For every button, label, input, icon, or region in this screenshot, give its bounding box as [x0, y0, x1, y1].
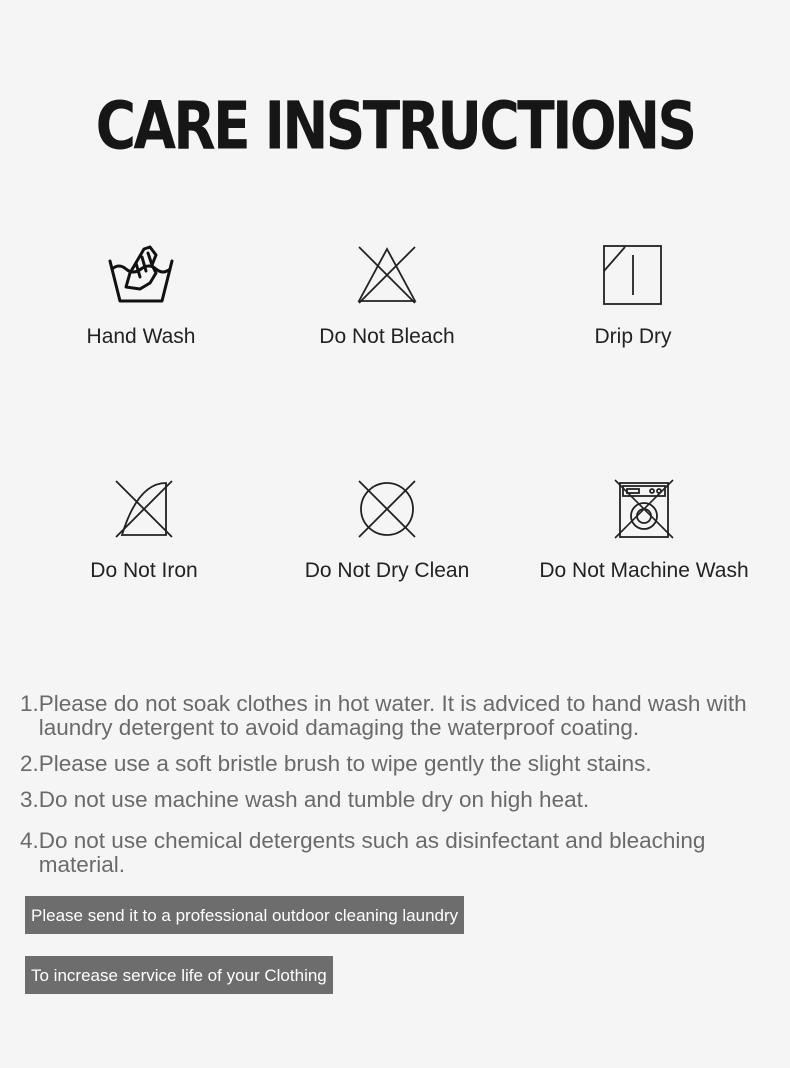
symbol-do-not-iron — [14, 477, 274, 583]
list-item — [20, 692, 780, 740]
do-not-dry-clean-icon — [355, 477, 419, 541]
symbol-do-not-bleach — [257, 243, 517, 349]
symbol-label: Drip Dry — [594, 325, 672, 348]
note-text: Please use a soft bristle brush to wipe gently the slight stains. — [38, 751, 652, 776]
list-item — [20, 752, 780, 776]
do-not-iron-icon — [112, 477, 176, 541]
note-text: Do not use machine wash and tumble dry on high heat. — [38, 787, 590, 812]
professional-laundry-banner: Please send it to a professional outdoor cleaning laundry — [25, 896, 464, 934]
note-number: 3. — [20, 787, 39, 812]
symbol-label: Do Not Iron — [90, 559, 198, 582]
note-number: 1. — [20, 691, 39, 716]
note-text: Do not use chemical detergents such as disinfectant and bleaching material. — [38, 828, 706, 877]
symbol-label: Hand Wash — [86, 325, 196, 348]
list-item — [20, 788, 780, 812]
note-number: 2. — [20, 751, 39, 776]
note-number: 4. — [20, 828, 39, 853]
note-text: Please do not soak clothes in hot water. It is adviced to hand wash with laundry detergent to avoid damaging the waterproof coating. — [38, 691, 747, 740]
symbol-label: Do Not Dry Clean — [304, 559, 470, 582]
symbol-do-not-dry-clean — [257, 477, 517, 583]
page-title: CARE INSTRUCTIONS — [95, 88, 695, 165]
do-not-machine-wash-icon — [612, 477, 676, 541]
symbol-hand-wash — [11, 243, 271, 349]
symbol-drip-dry — [503, 243, 763, 349]
care-notes-list — [20, 692, 780, 889]
drip-dry-icon — [601, 243, 665, 307]
service-life-banner: To increase service life of your Clothing — [25, 956, 333, 994]
do-not-bleach-icon — [355, 243, 419, 307]
symbol-label: Do Not Bleach — [319, 325, 455, 348]
list-item — [20, 829, 780, 877]
symbol-label: Do Not Machine Wash — [539, 559, 749, 582]
symbol-do-not-machine-wash — [514, 477, 774, 583]
hand-wash-icon — [106, 243, 176, 307]
